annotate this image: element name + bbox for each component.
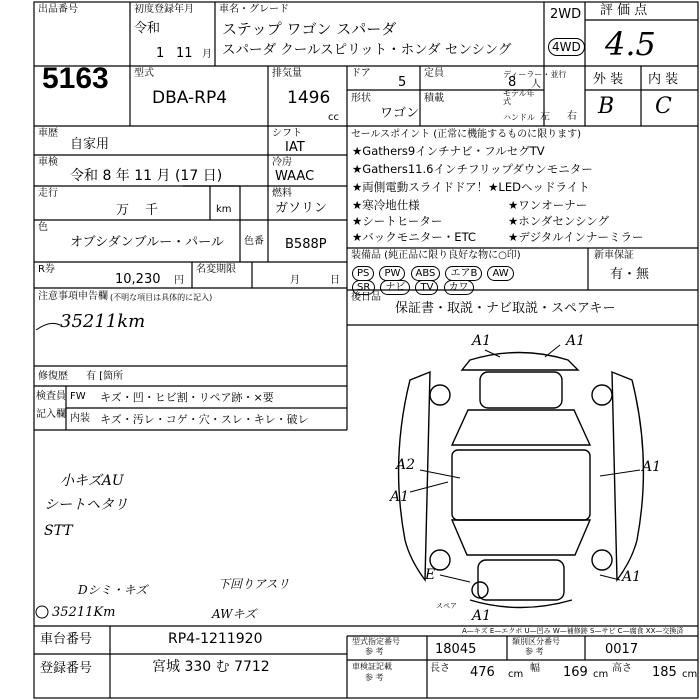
- class-no-value: 0017: [605, 642, 639, 657]
- doors-value: 5: [398, 75, 407, 90]
- model-label: 型式: [134, 68, 154, 79]
- equip-navi: ナビ: [380, 280, 410, 295]
- model-value: DBA-RP4: [152, 88, 228, 108]
- handle-label: ハンドル: [503, 113, 535, 122]
- handwritten-note: 小キズAU: [60, 473, 124, 489]
- load-label: 積載: [424, 93, 444, 104]
- handwritten-note: シートヘタリ: [44, 497, 128, 513]
- after-value: 保証書・取説・ナビ取説・スペアキー: [395, 301, 616, 316]
- lot-number: 5163: [42, 62, 109, 95]
- sales-point: ★寒冷地仕様: [352, 198, 420, 212]
- width-label: 幅: [530, 663, 540, 674]
- new-car-label: 新車保証: [594, 250, 634, 261]
- recycle-label: R券: [38, 264, 55, 275]
- notice-sub: (不明な項目は具体的に記入): [110, 293, 213, 302]
- color-no-value: B588P: [285, 237, 327, 252]
- dims-label: 車検証記載: [352, 662, 392, 671]
- dealer-label: ディーラー・並行: [503, 70, 567, 79]
- length-value: 476: [470, 665, 495, 680]
- width-unit: cm: [593, 669, 609, 680]
- plate-value: 宮城 330 む 7712: [152, 659, 270, 675]
- shift-label: シフト: [272, 128, 302, 139]
- exterior-label: 外 装: [593, 72, 624, 87]
- use-label: 車歴: [38, 128, 58, 139]
- change-month: 月: [290, 275, 300, 286]
- score-label: 評 価 点: [600, 3, 648, 18]
- vehicle-name: ステップ ワゴン スパーダ: [222, 20, 397, 38]
- sales-point: ★ワンオーナー: [508, 198, 588, 212]
- equip-leather: カワ: [444, 280, 474, 295]
- color-label: 色: [38, 222, 48, 233]
- exterior-grade: B: [598, 94, 615, 119]
- vehicle-grade: スパーダ クールスピリット・ホンダ センシング: [222, 42, 512, 58]
- mileage-label: 走行: [38, 188, 58, 199]
- int-items: キズ・汚レ・コゲ・穴・スレ・キレ・破レ: [100, 413, 309, 426]
- mileage-unit: km: [216, 204, 232, 215]
- ac-label: 冷房: [272, 157, 292, 168]
- class-ref: 参 考: [525, 647, 544, 656]
- inspection-value: 令和 8 年 11 月 (17 日): [70, 168, 223, 184]
- person-unit: 人: [531, 79, 541, 90]
- shift-value: IAT: [285, 140, 305, 155]
- equip-tv: TV: [415, 280, 438, 295]
- sales-points-label: セールスポイント (正常に機能するものに限ります): [351, 129, 582, 140]
- damage-mark: A1: [622, 569, 642, 585]
- equip-sr: SR: [352, 280, 375, 295]
- type-no-value: 18045: [435, 642, 477, 657]
- displacement-label: 排気量: [272, 68, 302, 79]
- repair-label: 修復歴: [38, 371, 68, 382]
- inspection-label: 車検: [38, 157, 58, 168]
- reg-month: 11: [176, 46, 193, 61]
- handwritten-note: AWキズ: [212, 607, 257, 621]
- sales-point: ★ホンダセンシング: [508, 214, 610, 228]
- dims-ref: 参 考: [365, 673, 384, 682]
- model-year-label: モデル年式: [503, 89, 535, 106]
- reg-era: 令和: [134, 21, 161, 36]
- equipment-label: 装備品 (純正品に限り良好な物に○印): [351, 250, 521, 261]
- fw-items: キズ・凹・ヒビ割・リペア跡・×要: [100, 391, 274, 404]
- interior-grade: C: [655, 94, 672, 119]
- equip-pw: PW: [379, 266, 405, 281]
- damage-mark: A1: [390, 489, 410, 505]
- height-value: 185: [652, 665, 677, 680]
- color-no-label: 色番: [244, 236, 264, 247]
- equip-airbag: エアB: [445, 266, 482, 281]
- score-value: 4.5: [605, 25, 656, 63]
- handle-left: 左: [540, 111, 550, 122]
- recycle-value: 10,230: [115, 272, 161, 287]
- fw-label: FW: [70, 391, 86, 402]
- damage-mark: A1: [472, 333, 492, 349]
- sales-point: ★デジタルインナーミラー: [508, 230, 644, 244]
- sales-point: ★シートヒーター: [352, 214, 443, 228]
- notice-mileage: 35211km: [60, 311, 146, 332]
- damage-mark: A1: [642, 459, 662, 475]
- damage-mark: A1: [566, 333, 586, 349]
- fuel-label: 燃料: [272, 188, 292, 199]
- notice-label: 注意事項申告欄: [38, 291, 108, 302]
- width-value: 169: [563, 665, 588, 680]
- plate-label: 登録番号: [40, 661, 93, 676]
- sales-point: ★両側電動スライドドア！★LEDヘッドライト: [352, 180, 590, 194]
- lot-label: 出品番号: [38, 4, 78, 15]
- sales-point: ★Gathers9インチナビ・フルセグTV: [352, 144, 545, 158]
- drive-4wd: 4WD: [548, 38, 585, 56]
- write-label: 記入欄: [36, 409, 66, 420]
- inspector-label: 検査員: [36, 391, 66, 402]
- chassis-label: 車台番号: [40, 632, 93, 647]
- handwritten-note: STT: [44, 523, 73, 539]
- equip-aw: AW: [487, 266, 513, 281]
- capacity-label: 定員: [424, 68, 444, 79]
- handwritten-note: Dシミ・キズ: [78, 583, 148, 597]
- mileage-sen: 千: [145, 203, 159, 218]
- handle-right: 右: [567, 111, 577, 122]
- drive-2wd: 2WD: [550, 7, 582, 22]
- handwritten-note: 35211Km: [52, 605, 116, 620]
- body-value: ワゴン: [380, 106, 420, 121]
- equip-abs: ABS: [411, 266, 441, 281]
- doors-label: ドア: [351, 68, 371, 79]
- length-unit: cm: [508, 669, 524, 680]
- body-label: 形状: [351, 93, 371, 104]
- damage-mark: A2: [396, 457, 416, 473]
- int-label: 内装: [70, 413, 90, 424]
- height-label: 高さ: [612, 663, 632, 674]
- change-day: 日: [330, 275, 340, 286]
- spare-label: スペア: [436, 602, 457, 610]
- interior-label: 内 装: [648, 72, 679, 87]
- length-label: 長さ: [430, 663, 450, 674]
- equip-ps: PS: [352, 266, 374, 281]
- reg-year: 1: [156, 46, 165, 61]
- after-label: 後日品: [351, 292, 381, 303]
- cc-unit: cc: [328, 112, 339, 123]
- capacity-value: 8: [508, 75, 517, 90]
- new-car-value: 有・無: [610, 267, 650, 282]
- recycle-yen: 円: [174, 275, 184, 286]
- repair-value: 有 [箇所: [86, 371, 124, 382]
- change-label: 名変期限: [196, 264, 236, 275]
- damage-mark: A1: [472, 608, 492, 624]
- type-ref: 参 考: [365, 647, 384, 656]
- sales-point: ★バックモニター・ETC: [352, 230, 476, 244]
- color-value: オブシダンブルー・パール: [70, 235, 224, 250]
- car-diagram: [399, 353, 644, 608]
- use-value: 自家用: [70, 137, 110, 152]
- type-no-label: 型式指定番号: [352, 637, 400, 646]
- damage-mark: E: [425, 567, 436, 583]
- handwritten-note: 下回りアスリ: [218, 577, 290, 591]
- displacement-value: 1496: [287, 88, 331, 108]
- vehicle-label: 車名・グレード: [219, 4, 289, 15]
- first-reg-label: 初度登録年月: [134, 4, 194, 15]
- ac-value: WAAC: [275, 169, 315, 184]
- sales-point: ★Gathers11.6インチフリップダウンモニター: [352, 162, 593, 176]
- month-unit: 月: [202, 49, 212, 60]
- fuel-value: ガソリン: [275, 201, 328, 216]
- class-no-label: 類別区分番号: [512, 637, 560, 646]
- mileage-man: 万: [116, 203, 130, 218]
- chassis-value: RP4-1211920: [168, 631, 263, 647]
- damage-legend: A—キズ E—エクボ U—凹み W—補修跡 S—サビ C—腐食 XX—交換済: [462, 627, 684, 635]
- height-unit: cm: [682, 669, 698, 680]
